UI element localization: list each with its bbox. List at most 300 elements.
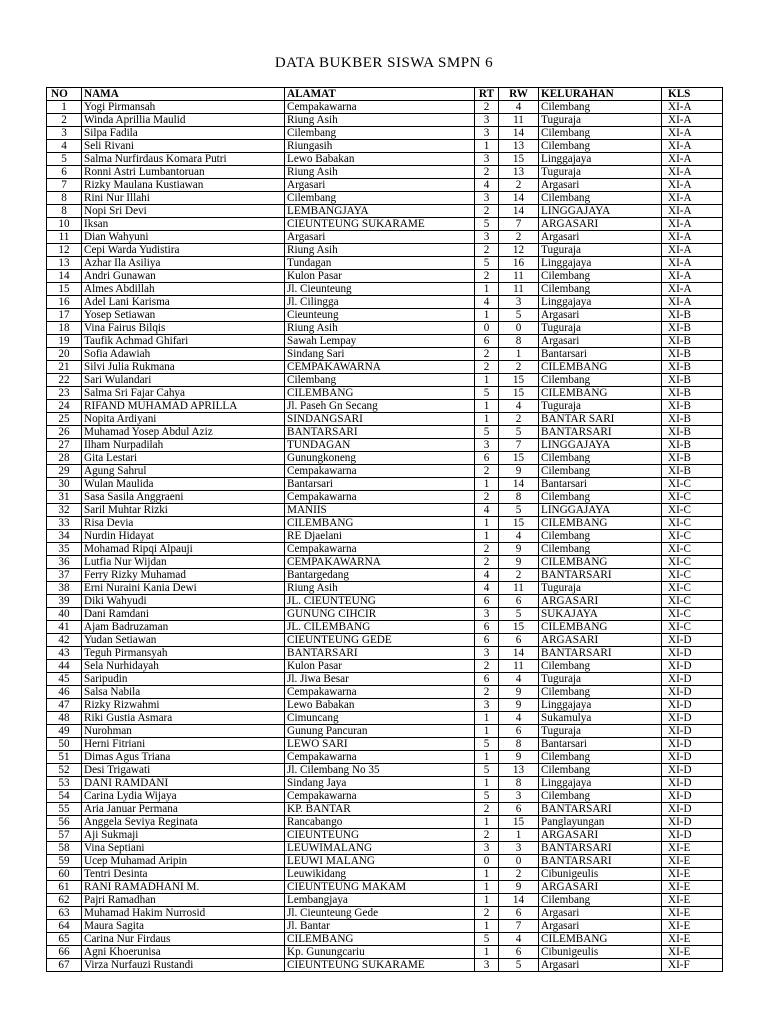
cell-rw: 3 (499, 296, 539, 309)
cell-kls: XI-D (662, 764, 723, 777)
table-row (47, 452, 723, 465)
table-row (47, 166, 723, 179)
cell-nama: Agung Sahrul (82, 465, 285, 478)
cell-rt: 6 (475, 595, 499, 608)
cell-kelurahan: Argasari (539, 309, 662, 322)
cell-kelurahan: Cilembang (539, 283, 662, 296)
cell-kelurahan: Cilembang (539, 894, 662, 907)
cell-rw: 6 (499, 803, 539, 816)
cell-nama: Seli Rivani (82, 140, 285, 153)
cell-no: 48 (47, 712, 82, 725)
cell-no: 7 (47, 179, 82, 192)
cell-kls: XI-E (662, 933, 723, 946)
cell-kelurahan: CILEMBANG (539, 933, 662, 946)
cell-kls: XI-C (662, 478, 723, 491)
cell-rt: 3 (475, 842, 499, 855)
cell-kls: XI-B (662, 426, 723, 439)
cell-kelurahan: Panglayungan (539, 816, 662, 829)
cell-nama: DANI RAMDANI (82, 777, 285, 790)
cell-kls: XI-C (662, 621, 723, 634)
cell-kls: XI-A (662, 192, 723, 205)
cell-nama: Yudan Setiawan (82, 634, 285, 647)
cell-rt: 2 (475, 491, 499, 504)
cell-rt: 1 (475, 140, 499, 153)
cell-alamat: Riungasih (285, 140, 475, 153)
cell-nama: Salma Nurfirdaus Komara Putri (82, 153, 285, 166)
cell-rt: 4 (475, 582, 499, 595)
cell-kls: XI-D (662, 634, 723, 647)
cell-kelurahan: Cilembang (539, 270, 662, 283)
cell-no: 16 (47, 296, 82, 309)
cell-kelurahan: CILEMBANG (539, 361, 662, 374)
cell-kelurahan: ARGASARI (539, 595, 662, 608)
cell-nama: Riki Gustia Asmara (82, 712, 285, 725)
cell-nama: Mohamad Ripqi Alpauji (82, 543, 285, 556)
cell-no: 22 (47, 374, 82, 387)
cell-alamat: GUNUNG CIHCIR (285, 608, 475, 621)
cell-rt: 0 (475, 855, 499, 868)
cell-nama: Maura Sagita (82, 920, 285, 933)
cell-rt: 1 (475, 413, 499, 426)
table-row (47, 894, 723, 907)
table-row (47, 920, 723, 933)
cell-kelurahan: CILEMBANG (539, 556, 662, 569)
cell-rt: 4 (475, 569, 499, 582)
cell-kelurahan: BANTARSARI (539, 647, 662, 660)
cell-no: 52 (47, 764, 82, 777)
cell-kls: XI-A (662, 153, 723, 166)
cell-kls: XI-A (662, 166, 723, 179)
cell-alamat: Riung Asih (285, 244, 475, 257)
cell-no: 37 (47, 569, 82, 582)
cell-nama: Rini Nur Illahi (82, 192, 285, 205)
cell-rw: 6 (499, 725, 539, 738)
cell-no: 4 (47, 140, 82, 153)
cell-kls: XI-D (662, 738, 723, 751)
cell-rt: 1 (475, 712, 499, 725)
table-row (47, 530, 723, 543)
cell-nama: Silpa Fadila (82, 127, 285, 140)
cell-kls: XI-B (662, 309, 723, 322)
table-row (47, 257, 723, 270)
table-row (47, 218, 723, 231)
cell-no: 3 (47, 127, 82, 140)
cell-kls: XI-D (662, 660, 723, 673)
cell-alamat: Kulon Pasar (285, 270, 475, 283)
cell-nama: Winda Aprillia Maulid (82, 114, 285, 127)
table-row (47, 959, 723, 972)
cell-kls: XI-B (662, 374, 723, 387)
table-row (47, 582, 723, 595)
cell-rw: 11 (499, 582, 539, 595)
cell-alamat: CIEUNTEUNG GEDE (285, 634, 475, 647)
cell-kls: XI-A (662, 296, 723, 309)
cell-nama: Nurdin Hidayat (82, 530, 285, 543)
cell-rt: 1 (475, 309, 499, 322)
cell-kelurahan: BANTARSARI (539, 569, 662, 582)
cell-alamat: Jl. Jiwa Besar (285, 673, 475, 686)
table-row (47, 907, 723, 920)
cell-kelurahan: Cilembang (539, 127, 662, 140)
student-table (46, 87, 723, 972)
cell-no: 55 (47, 803, 82, 816)
cell-rw: 14 (499, 192, 539, 205)
cell-nama: Silvi Julia Rukmana (82, 361, 285, 374)
cell-kelurahan: BANTARSARI (539, 803, 662, 816)
table-row (47, 127, 723, 140)
cell-rw: 15 (499, 452, 539, 465)
cell-kls: XI-C (662, 517, 723, 530)
cell-rw: 4 (499, 673, 539, 686)
cell-no: 38 (47, 582, 82, 595)
cell-alamat: CILEMBANG (285, 387, 475, 400)
cell-kelurahan: Cilembang (539, 790, 662, 803)
cell-alamat: Riung Asih (285, 114, 475, 127)
cell-kelurahan: Cilembang (539, 686, 662, 699)
cell-kelurahan: Linggajaya (539, 296, 662, 309)
cell-nama: Yosep Setiawan (82, 309, 285, 322)
cell-no: 62 (47, 894, 82, 907)
cell-kls: XI-A (662, 231, 723, 244)
cell-rt: 2 (475, 543, 499, 556)
cell-kelurahan: Cilembang (539, 192, 662, 205)
cell-kelurahan: Cibunigeulis (539, 946, 662, 959)
cell-kelurahan: CILEMBANG (539, 387, 662, 400)
cell-kls: XI-A (662, 179, 723, 192)
cell-nama: Saril Muhtar Rizki (82, 504, 285, 517)
cell-nama: Tentri Desinta (82, 868, 285, 881)
table-row (47, 361, 723, 374)
cell-nama: Ferry Rizky Muhamad (82, 569, 285, 582)
cell-no: 13 (47, 257, 82, 270)
cell-nama: Gita Lestari (82, 452, 285, 465)
cell-rt: 2 (475, 166, 499, 179)
cell-kelurahan: Tuguraja (539, 114, 662, 127)
cell-rw: 6 (499, 634, 539, 647)
cell-no: 47 (47, 699, 82, 712)
cell-nama: Carina Nur Firdaus (82, 933, 285, 946)
cell-kls: XI-B (662, 387, 723, 400)
cell-kls: XI-E (662, 842, 723, 855)
table-row (47, 868, 723, 881)
table-row (47, 595, 723, 608)
cell-alamat: BANTARSARI (285, 647, 475, 660)
cell-no: 17 (47, 309, 82, 322)
cell-no: 41 (47, 621, 82, 634)
cell-kls: XI-B (662, 335, 723, 348)
cell-no: 45 (47, 673, 82, 686)
cell-nama: Erni Nuraini Kania Dewi (82, 582, 285, 595)
cell-kelurahan: Cilembang (539, 465, 662, 478)
cell-rw: 12 (499, 244, 539, 257)
cell-nama: Pajri Ramadhan (82, 894, 285, 907)
cell-kls: XI-B (662, 348, 723, 361)
cell-nama: Sofia Adawiah (82, 348, 285, 361)
cell-rw: 4 (499, 530, 539, 543)
cell-rw: 9 (499, 556, 539, 569)
cell-no: 59 (47, 855, 82, 868)
cell-alamat: Gunung Pancuran (285, 725, 475, 738)
table-row (47, 647, 723, 660)
cell-kelurahan: Argasari (539, 959, 662, 972)
cell-nama: Carina Lydia Wijaya (82, 790, 285, 803)
table-row (47, 387, 723, 400)
cell-alamat: Bantargedang (285, 569, 475, 582)
cell-no: 18 (47, 322, 82, 335)
cell-rw: 15 (499, 517, 539, 530)
cell-nama: Agni Khoerunisa (82, 946, 285, 959)
cell-kls: XI-D (662, 829, 723, 842)
cell-alamat: Cilembang (285, 127, 475, 140)
cell-alamat: Cempakawarna (285, 465, 475, 478)
table-row (47, 205, 723, 218)
cell-rw: 15 (499, 621, 539, 634)
cell-no: 49 (47, 725, 82, 738)
cell-rw: 2 (499, 868, 539, 881)
cell-kelurahan: Cilembang (539, 452, 662, 465)
cell-nama: Ilham Nurpadilah (82, 439, 285, 452)
cell-rt: 5 (475, 387, 499, 400)
cell-nama: Muhamad Yosep Abdul Aziz (82, 426, 285, 439)
table-row (47, 881, 723, 894)
cell-rt: 3 (475, 647, 499, 660)
cell-alamat: Cempakawarna (285, 491, 475, 504)
cell-rw: 8 (499, 777, 539, 790)
cell-no: 50 (47, 738, 82, 751)
cell-no: 60 (47, 868, 82, 881)
cell-kls: XI-D (662, 803, 723, 816)
cell-rw: 5 (499, 608, 539, 621)
cell-rt: 5 (475, 790, 499, 803)
cell-rt: 5 (475, 218, 499, 231)
cell-rw: 9 (499, 543, 539, 556)
table-row (47, 777, 723, 790)
cell-rt: 5 (475, 764, 499, 777)
table-row (47, 491, 723, 504)
cell-nama: Vina Septiani (82, 842, 285, 855)
cell-kelurahan: CILEMBANG (539, 517, 662, 530)
cell-no: 35 (47, 543, 82, 556)
cell-rt: 3 (475, 959, 499, 972)
cell-rw: 13 (499, 764, 539, 777)
table-row (47, 738, 723, 751)
cell-nama: Lutfia Nur Wijdan (82, 556, 285, 569)
cell-rw: 7 (499, 920, 539, 933)
cell-alamat: Cilembang (285, 192, 475, 205)
cell-rw: 11 (499, 270, 539, 283)
cell-rt: 3 (475, 231, 499, 244)
cell-alamat: Sindang Jaya (285, 777, 475, 790)
cell-rt: 5 (475, 257, 499, 270)
table-row (47, 686, 723, 699)
cell-kelurahan: Cilembang (539, 101, 662, 114)
cell-no: 46 (47, 686, 82, 699)
cell-nama: Ronni Astri Lumbantoruan (82, 166, 285, 179)
cell-rt: 2 (475, 101, 499, 114)
table-row (47, 179, 723, 192)
cell-kls: XI-C (662, 543, 723, 556)
cell-kls: XI-A (662, 244, 723, 257)
cell-alamat: CIEUNTEUNG SUKARAME (285, 959, 475, 972)
cell-kls: XI-D (662, 647, 723, 660)
table-row (47, 673, 723, 686)
cell-rt: 3 (475, 153, 499, 166)
cell-rt: 5 (475, 738, 499, 751)
cell-rw: 3 (499, 790, 539, 803)
cell-rt: 2 (475, 205, 499, 218)
table-row (47, 543, 723, 556)
cell-no: 30 (47, 478, 82, 491)
cell-alamat: Lewo Babakan (285, 699, 475, 712)
table-row (47, 478, 723, 491)
cell-kelurahan: Cilembang (539, 374, 662, 387)
cell-rw: 6 (499, 907, 539, 920)
cell-no: 8 (47, 192, 82, 205)
cell-kelurahan: Cilembang (539, 543, 662, 556)
cell-alamat: Cimuncang (285, 712, 475, 725)
cell-rw: 3 (499, 842, 539, 855)
cell-alamat: TUNDAGAN (285, 439, 475, 452)
table-row (47, 933, 723, 946)
cell-nama: Dani Ramdani (82, 608, 285, 621)
cell-alamat: CEMPAKAWARNA (285, 556, 475, 569)
cell-nama: Nopita Ardiyani (82, 413, 285, 426)
cell-kls: XI-C (662, 556, 723, 569)
cell-alamat: Riung Asih (285, 582, 475, 595)
cell-nama: Diki Wahyudi (82, 595, 285, 608)
cell-alamat: Cieunteung (285, 309, 475, 322)
table-row (47, 608, 723, 621)
table-row (47, 712, 723, 725)
cell-alamat: Kulon Pasar (285, 660, 475, 673)
cell-no: 39 (47, 595, 82, 608)
cell-rw: 9 (499, 465, 539, 478)
header-kelurahan: KELURAHAN (539, 88, 662, 101)
cell-kls: XI-C (662, 608, 723, 621)
table-row (47, 569, 723, 582)
cell-rw: 9 (499, 686, 539, 699)
cell-rw: 4 (499, 400, 539, 413)
cell-kls: XI-C (662, 595, 723, 608)
cell-kelurahan: BANTARSARI (539, 855, 662, 868)
cell-rw: 14 (499, 205, 539, 218)
cell-rw: 2 (499, 569, 539, 582)
cell-kls: XI-A (662, 257, 723, 270)
cell-nama: Yogi Pirmansah (82, 101, 285, 114)
cell-kelurahan: Cilembang (539, 764, 662, 777)
cell-kelurahan: CILEMBANG (539, 621, 662, 634)
cell-kelurahan: Bantarsari (539, 738, 662, 751)
table-row (47, 946, 723, 959)
cell-alamat: JL. CIEUNTEUNG (285, 595, 475, 608)
cell-alamat: Jl. Cieunteung Gede (285, 907, 475, 920)
cell-nama: Desi Trigawati (82, 764, 285, 777)
cell-kelurahan: Bantarsari (539, 478, 662, 491)
cell-alamat: CIEUNTEUNG (285, 829, 475, 842)
cell-nama: Sari Wulandari (82, 374, 285, 387)
cell-alamat: Cempakawarna (285, 686, 475, 699)
cell-kls: XI-E (662, 946, 723, 959)
cell-no: 66 (47, 946, 82, 959)
cell-no: 21 (47, 361, 82, 374)
cell-rt: 1 (475, 946, 499, 959)
cell-no: 5 (47, 153, 82, 166)
cell-rt: 2 (475, 348, 499, 361)
table-row (47, 231, 723, 244)
cell-rt: 3 (475, 114, 499, 127)
cell-nama: RANI RAMADHANI M. (82, 881, 285, 894)
cell-kelurahan: Cilembang (539, 751, 662, 764)
table-row (47, 296, 723, 309)
cell-rw: 0 (499, 322, 539, 335)
cell-alamat: Cempakawarna (285, 101, 475, 114)
table-row (47, 400, 723, 413)
cell-kelurahan: BANTAR SARI (539, 413, 662, 426)
table-row (47, 842, 723, 855)
cell-alamat: Tundagan (285, 257, 475, 270)
table-row (47, 829, 723, 842)
cell-rt: 4 (475, 296, 499, 309)
table-row (47, 803, 723, 816)
cell-nama: Dian Wahyuni (82, 231, 285, 244)
cell-kls: XI-B (662, 361, 723, 374)
table-row (47, 764, 723, 777)
cell-no: 54 (47, 790, 82, 803)
cell-alamat: Leuwikidang (285, 868, 475, 881)
cell-alamat: Jl. Paseh Gn Secang (285, 400, 475, 413)
cell-rw: 2 (499, 361, 539, 374)
cell-kls: XI-A (662, 283, 723, 296)
cell-no: 26 (47, 426, 82, 439)
cell-kls: XI-A (662, 218, 723, 231)
cell-kls: XI-B (662, 465, 723, 478)
cell-alamat: Jl. Cilingga (285, 296, 475, 309)
cell-rt: 2 (475, 660, 499, 673)
cell-alamat: Sawah Lempay (285, 335, 475, 348)
table-row (47, 192, 723, 205)
cell-kelurahan: ARGASARI (539, 634, 662, 647)
cell-rw: 8 (499, 738, 539, 751)
cell-no: 58 (47, 842, 82, 855)
header-alamat: ALAMAT (285, 88, 475, 101)
cell-nama: Taufik Achmad Ghifari (82, 335, 285, 348)
cell-kelurahan: ARGASARI (539, 218, 662, 231)
cell-kls: XI-F (662, 959, 723, 972)
cell-no: 8 (47, 205, 82, 218)
cell-nama: Wulan Maulida (82, 478, 285, 491)
table-row (47, 413, 723, 426)
table-body (47, 101, 723, 972)
cell-kls: XI-A (662, 114, 723, 127)
cell-rt: 1 (475, 920, 499, 933)
cell-rt: 3 (475, 699, 499, 712)
cell-rt: 2 (475, 361, 499, 374)
cell-alamat: CIEUNTEUNG MAKAM (285, 881, 475, 894)
cell-nama: Cepi Warda Yudistira (82, 244, 285, 257)
cell-rt: 4 (475, 504, 499, 517)
cell-no: 24 (47, 400, 82, 413)
cell-kelurahan: LINGGAJAYA (539, 205, 662, 218)
cell-rw: 9 (499, 751, 539, 764)
cell-rt: 0 (475, 322, 499, 335)
cell-nama: Aria Januar Permana (82, 803, 285, 816)
cell-rw: 15 (499, 153, 539, 166)
cell-rw: 4 (499, 933, 539, 946)
cell-no: 28 (47, 452, 82, 465)
cell-no: 67 (47, 959, 82, 972)
cell-rt: 3 (475, 127, 499, 140)
cell-no: 6 (47, 166, 82, 179)
